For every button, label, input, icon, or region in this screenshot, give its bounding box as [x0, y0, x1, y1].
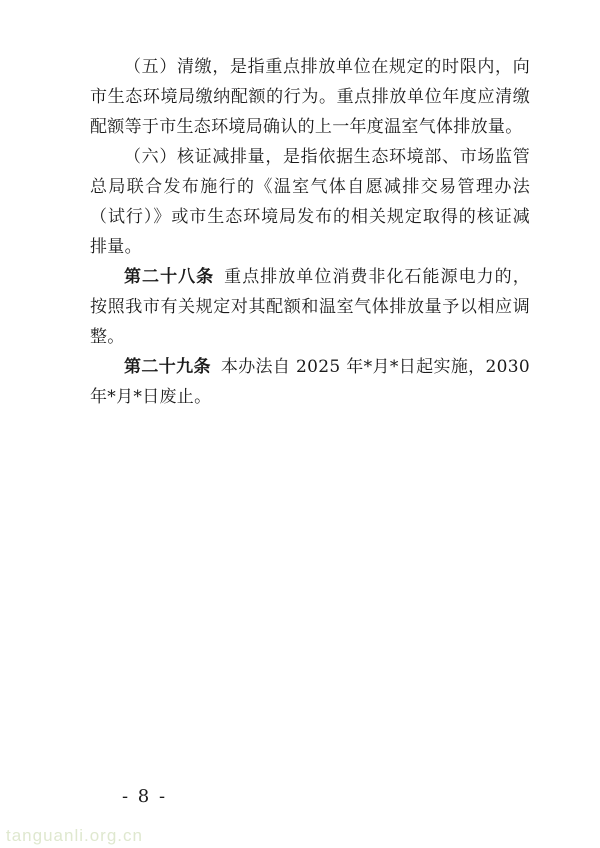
paragraph-text: （五）清缴，是指重点排放单位在规定的时限内，向市生态环境局缴纳配额的行为。重点排放单位年度应清缴配额等于市生态环境局确认的上一年度温室气体排放量。	[90, 57, 530, 137]
paragraph-text: （六）核证减排量，是指依据生态环境部、市场监管总局联合发布施行的《温室气体自愿减排交易管理办法（试行）》或市生态环境局发布的相关规定取得的核证减排量。	[90, 147, 530, 257]
article-28-paragraph	[90, 262, 530, 352]
paragraph-text: 重点排放单位消费非化石能源电力的，按照我市有关规定对其配额和温室气体排放量予以相应调整。	[90, 267, 530, 347]
paragraph-text: 本办法自 2025 年*月*日起实施，2030 年*月*日废止。	[90, 357, 531, 407]
clause-five-paragraph	[90, 52, 530, 142]
document-body	[90, 52, 530, 412]
article-29-paragraph	[90, 352, 530, 412]
article-number: 第二十八条	[124, 267, 215, 287]
clause-six-paragraph	[90, 142, 530, 262]
site-watermark: tanguanli.org.cn	[6, 826, 143, 845]
article-number: 第二十九条	[124, 357, 211, 377]
page-number: - 8 -	[122, 786, 168, 807]
